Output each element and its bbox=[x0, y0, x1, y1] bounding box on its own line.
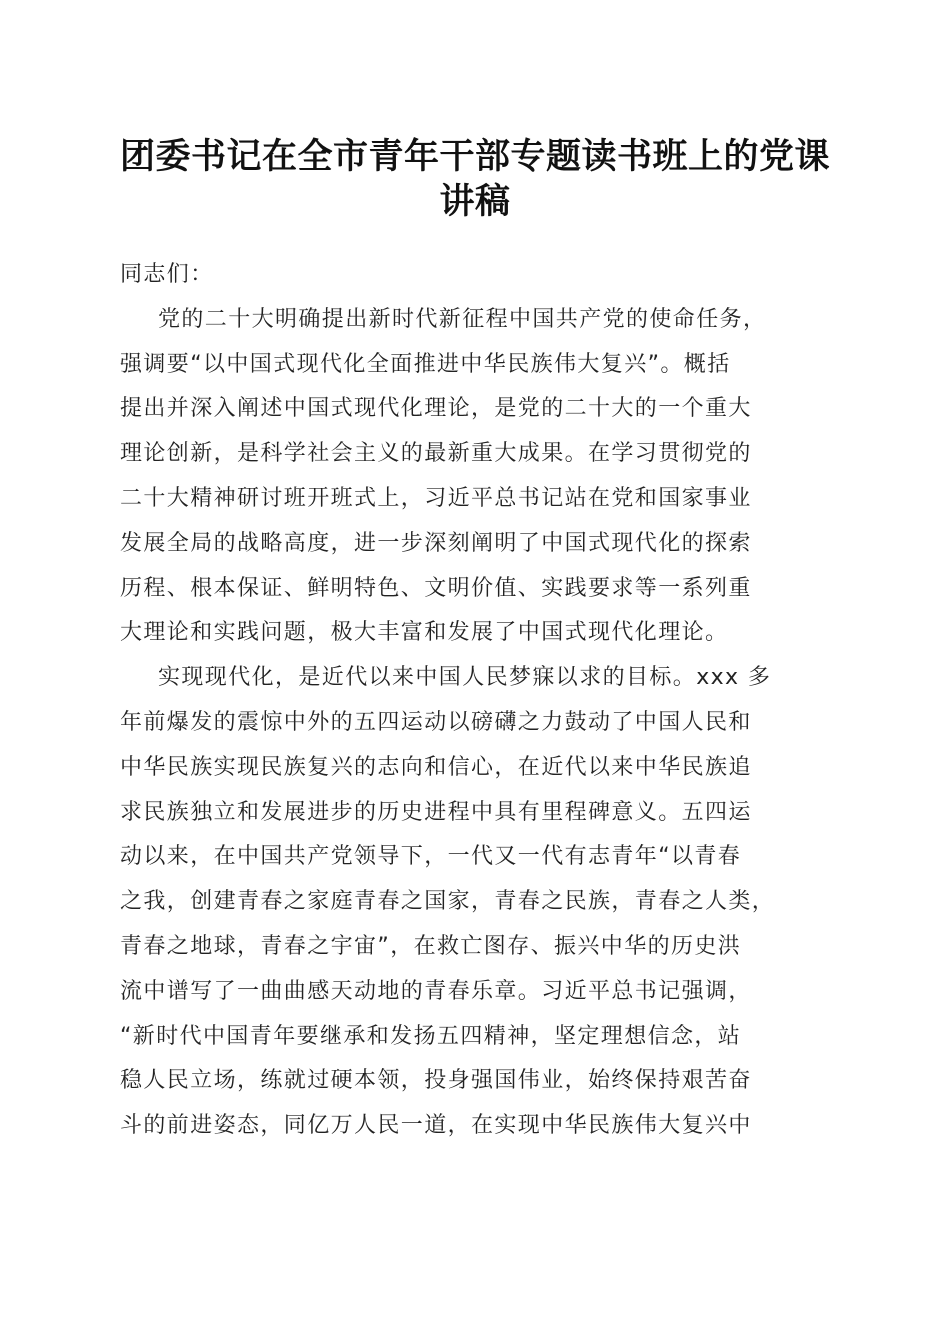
paragraph-line: 斗的前进姿态，同亿万人民一道，在实现中华民族伟大复兴中 bbox=[120, 1113, 752, 1139]
paragraph-line: 动以来，在中国共产党领导下，一代又一代有志青年“以青春 bbox=[120, 844, 742, 870]
paragraph-line: 流中谱写了一曲曲感天动地的青春乐章。习近平总书记强调， bbox=[120, 978, 752, 1004]
paragraph-line: “新时代中国青年要继承和发扬五四精神，坚定理想信念，站 bbox=[120, 1023, 742, 1049]
salutation: 同志们： bbox=[120, 262, 214, 287]
document-title bbox=[100, 134, 850, 224]
paragraph-1 bbox=[120, 298, 840, 656]
paragraph-line: 强调要“以中国式现代化全面推进中华民族伟大复兴”。概括 bbox=[120, 351, 731, 377]
paragraph-line: 稳人民立场，练就过硬本领，投身强国伟业，始终保持艰苦奋 bbox=[120, 1068, 752, 1094]
paragraph-line: 发展全局的战略高度，进一步深刻阐明了中国式现代化的探索 bbox=[120, 530, 752, 556]
title-line: 团委书记在全市青年干部专题读书班上的党课 bbox=[119, 136, 830, 177]
paragraph-line: 大理论和实践问题，极大丰富和发展了中国式现代化理论。 bbox=[120, 620, 729, 646]
paragraph-line: 党的二十大明确提出新时代新征程中国共产党的使命任务， bbox=[158, 306, 767, 332]
paragraph-line: 年前爆发的震惊中外的五四运动以磅礴之力鼓动了中国人民和 bbox=[120, 709, 752, 735]
paragraph-line: 二十大精神研讨班开班式上，习近平总书记站在党和国家事业 bbox=[120, 485, 752, 511]
paragraph-line: 历程、根本保证、鲜明特色、文明价值、实践要求等一系列重 bbox=[120, 575, 752, 601]
paragraph-2 bbox=[120, 656, 840, 1149]
paragraph-line: 提出并深入阐述中国式现代化理论，是党的二十大的一个重大 bbox=[120, 396, 752, 422]
document-body bbox=[120, 253, 840, 1149]
title-line: 讲稿 bbox=[439, 181, 511, 222]
paragraph-line: 之我，创建青春之家庭青春之国家，青春之民族，青春之人类， bbox=[120, 889, 776, 915]
paragraph-line: 求民族独立和发展进步的历史进程中具有里程碑意义。五四运 bbox=[120, 799, 752, 825]
paragraph-line: 实现现代化，是近代以来中国人民梦寐以求的目标。xxx 多 bbox=[158, 665, 772, 691]
paragraph-line: 中华民族实现民族复兴的志向和信心，在近代以来中华民族追 bbox=[120, 754, 752, 780]
paragraph-line: 理论创新，是科学社会主义的最新重大成果。在学习贯彻党的 bbox=[120, 441, 752, 467]
paragraph-line: 青春之地球，青春之宇宙”，在救亡图存、振兴中华的历史洪 bbox=[120, 933, 742, 959]
